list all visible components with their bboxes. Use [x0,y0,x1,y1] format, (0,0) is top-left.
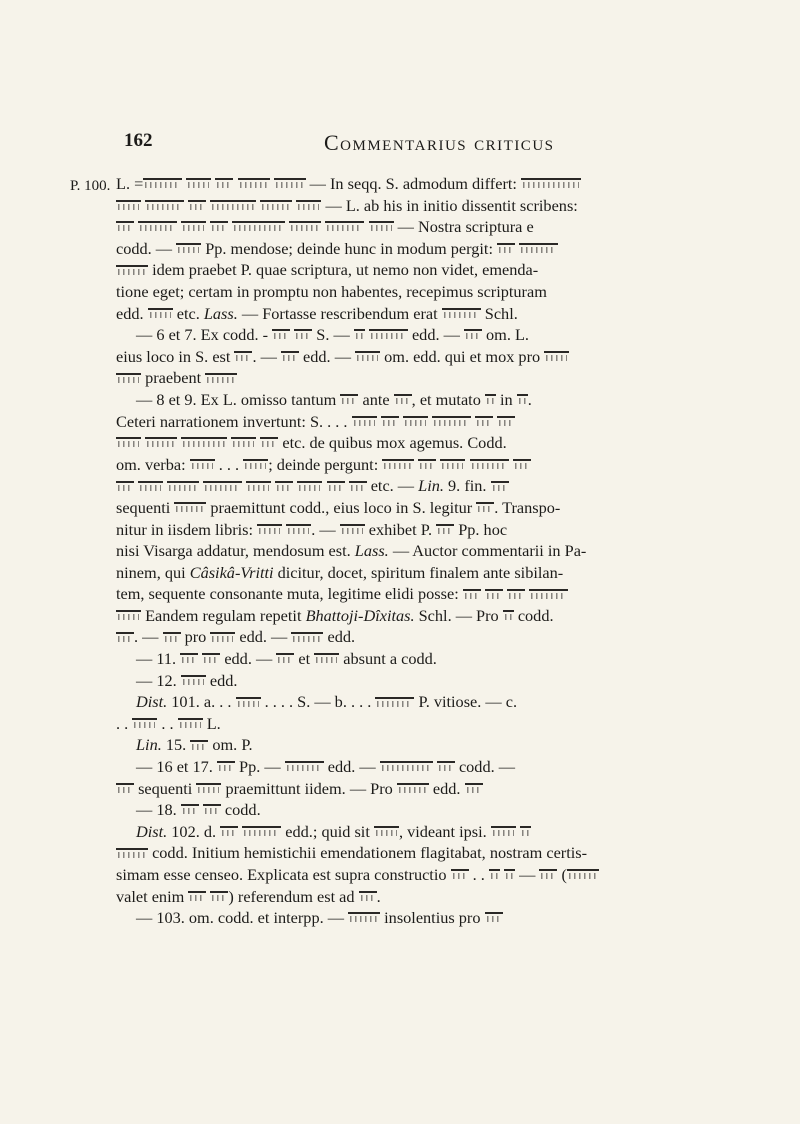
devanagari-word [348,912,380,924]
devanagari-word [529,589,568,601]
devanagari-word [205,373,237,385]
devanagari-word [246,481,271,493]
devanagari-word [186,178,211,190]
devanagari-word [203,481,242,493]
devanagari-word [465,783,483,795]
commentary-line: . . . . L. [116,713,221,733]
devanagari-word [418,459,436,471]
devanagari-word [181,437,227,449]
devanagari-word [432,416,471,428]
devanagari-word [163,632,181,644]
commentary-line: nitur in iisdem libris: . — exhibet P. Pp. hoc [116,519,508,539]
devanagari-word [544,351,569,363]
devanagari-word [231,437,256,449]
devanagari-word [234,351,252,363]
devanagari-word [503,610,514,622]
commentary-line: Dist. 102. d. edd.; quid sit , videant ipsi. [116,821,738,843]
devanagari-word [217,761,235,773]
devanagari-word [359,891,377,903]
commentary-line: codd. Initium hemistichii emendationem flagitabat, nostram certis- [116,842,738,864]
devanagari-word [296,200,321,212]
commentary-line: — L. ab his in initio dissentit scribens: [116,195,738,217]
devanagari-word [260,437,278,449]
devanagari-word [470,459,509,471]
commentary-line: Eandem regulam repetit Bhattoji-Dîxitas. Schl. — Pro codd. [116,605,738,627]
devanagari-word [497,243,515,255]
commentary-line: Ceteri narrationem invertunt: S. . . . [116,411,738,433]
page-number: 162 [124,130,153,151]
devanagari-word [489,869,500,881]
devanagari-word [138,481,163,493]
devanagari-word [236,697,261,709]
devanagari-word [242,826,281,838]
commentary-line: eius loco in S. est . — edd. — om. edd. qui et mox pro [116,346,738,368]
devanagari-word [257,524,282,536]
devanagari-word [504,869,515,881]
devanagari-word [143,178,182,190]
devanagari-word [289,221,321,233]
devanagari-word [116,200,141,212]
commentary-line: valet enim ) referendum est ad . [116,886,381,906]
devanagari-word [180,653,198,665]
devanagari-word [116,221,134,233]
devanagari-word [232,221,285,233]
commentary-line: etc. de quibus mox agemus. Codd. [116,432,738,454]
devanagari-word [519,243,558,255]
devanagari-word [485,394,496,406]
devanagari-word [167,481,199,493]
commentary-line: nisi Visarga addatur, mendosum est. Lass. — Auctor commentarii in Pa- [116,541,587,561]
devanagari-word [116,373,141,385]
devanagari-word [440,459,465,471]
devanagari-word [327,481,345,493]
devanagari-word [567,869,599,881]
devanagari-word [116,783,134,795]
devanagari-word [381,416,399,428]
commentary-line: — 6 et 7. Ex codd. - S. — edd. — om. L. [136,325,529,345]
commentary-line: simam esse censeo. Explicata est supra constructio . . — ( [116,864,738,886]
devanagari-word [507,589,525,601]
devanagari-word [349,481,367,493]
commentary-line: praebent [116,367,738,389]
devanagari-word [297,481,322,493]
devanagari-word [148,308,173,320]
devanagari-word [178,718,203,730]
commentary-line: . — pro edd. — edd. [116,626,738,648]
commentary-line: sequenti praemittunt codd., eius loco in S. legitur . Transpo- [116,497,561,517]
devanagari-word [464,329,482,341]
devanagari-word [196,783,221,795]
commentary-line: tem, sequente consonante muta, legitime elidi posse: [116,583,738,605]
devanagari-word [181,675,206,687]
devanagari-word [281,351,299,363]
devanagari-word [340,394,358,406]
devanagari-word [491,826,516,838]
page-header [124,130,724,160]
devanagari-word [375,697,414,709]
devanagari-word [116,437,141,449]
devanagari-word [521,178,581,190]
devanagari-word [463,589,481,601]
devanagari-word [243,459,268,471]
commentary-line: tione eget; certam in promptu non habentes, recepimus scripturam [116,281,547,301]
devanagari-word [497,416,515,428]
commentary-line: idem praebet P. quae scriptura, ut nemo non videt, emenda- [116,259,738,281]
devanagari-word [210,200,256,212]
commentary-line: codd. — Pp. mendose; deinde hunc in modum pergit: [116,238,738,260]
devanagari-word [520,826,531,838]
devanagari-word [491,481,509,493]
devanagari-word [485,912,503,924]
devanagari-word [220,826,238,838]
devanagari-word [181,221,206,233]
devanagari-word [294,329,312,341]
devanagari-word [355,351,380,363]
commentary-line: — Nostra scriptura e [116,216,738,238]
devanagari-word [116,610,141,622]
commentary-line: sequenti praemittunt iidem. — Pro edd. [116,778,738,800]
devanagari-word [174,502,206,514]
commentary-line: — 11. edd. — et absunt a codd. [136,649,437,669]
devanagari-word [181,804,199,816]
devanagari-word [145,200,184,212]
devanagari-word [276,653,294,665]
devanagari-word [116,481,134,493]
devanagari-word [340,524,365,536]
devanagari-word [476,502,494,514]
commentary-body [116,173,738,929]
commentary-line: om. verba: . . . ; deinde pergunt: [116,454,738,476]
commentary-line: — 8 et 9. Ex L. omisso tantum ante , et mutato in . [136,389,532,409]
devanagari-word [138,221,177,233]
devanagari-word [202,653,220,665]
devanagari-word [203,804,221,816]
commentary-line: Dist. 101. a. . . . . . . S. — b. . . . P. vitiose. — c. [136,692,518,712]
devanagari-word [210,632,235,644]
commentary-line: — 12. edd. [136,670,238,690]
devanagari-word [382,459,414,471]
devanagari-word [272,329,290,341]
devanagari-word [314,653,339,665]
devanagari-word [285,761,324,773]
devanagari-word [369,329,408,341]
devanagari-word [369,221,394,233]
devanagari-word [451,869,469,881]
devanagari-word [437,761,455,773]
devanagari-word [475,416,493,428]
devanagari-word [132,718,157,730]
devanagari-word [260,200,292,212]
devanagari-word [513,459,531,471]
devanagari-word [325,221,364,233]
devanagari-word [176,243,201,255]
devanagari-word [436,524,454,536]
devanagari-word [291,632,323,644]
devanagari-word [145,437,177,449]
devanagari-word [275,481,293,493]
devanagari-word [210,221,228,233]
devanagari-word [539,869,557,881]
running-title: Commentarius criticus [324,130,555,155]
devanagari-word [238,178,270,190]
devanagari-word [352,416,377,428]
devanagari-word [517,394,528,406]
commentary-line: L. = — In seqq. S. admodum differt: [116,173,738,195]
devanagari-word [403,416,428,428]
devanagari-word [116,848,148,860]
devanagari-word [210,891,228,903]
devanagari-word [286,524,311,536]
devanagari-word [188,200,206,212]
devanagari-word [116,632,134,644]
devanagari-word [188,891,206,903]
commentary-line: etc. — Lin. 9. fin. [116,475,738,497]
devanagari-word [190,459,215,471]
commentary-line: edd. etc. Lass. — Fortasse rescribendum erat Schl. [116,303,518,323]
commentary-line: — 18. codd. [136,800,261,820]
commentary-line: — 16 et 17. Pp. — edd. — codd. — [136,757,516,777]
devanagari-word [485,589,503,601]
commentary-line: ninem, qui Câsikâ-Vritti dicitur, docet, spiritum finalem ante sibilan- [116,562,564,582]
commentary-line: — 103. om. codd. et interpp. — insolentius pro [116,907,738,929]
devanagari-word [442,308,481,320]
devanagari-word [116,265,148,277]
devanagari-word [380,761,433,773]
devanagari-word [190,740,208,752]
devanagari-word [354,329,365,341]
devanagari-word [394,394,412,406]
margin-reference: P. 100. [70,178,111,194]
devanagari-word [397,783,429,795]
commentary-line: Lin. 15. om. P. [136,735,253,755]
devanagari-word [374,826,399,838]
devanagari-word [274,178,306,190]
devanagari-word [215,178,233,190]
